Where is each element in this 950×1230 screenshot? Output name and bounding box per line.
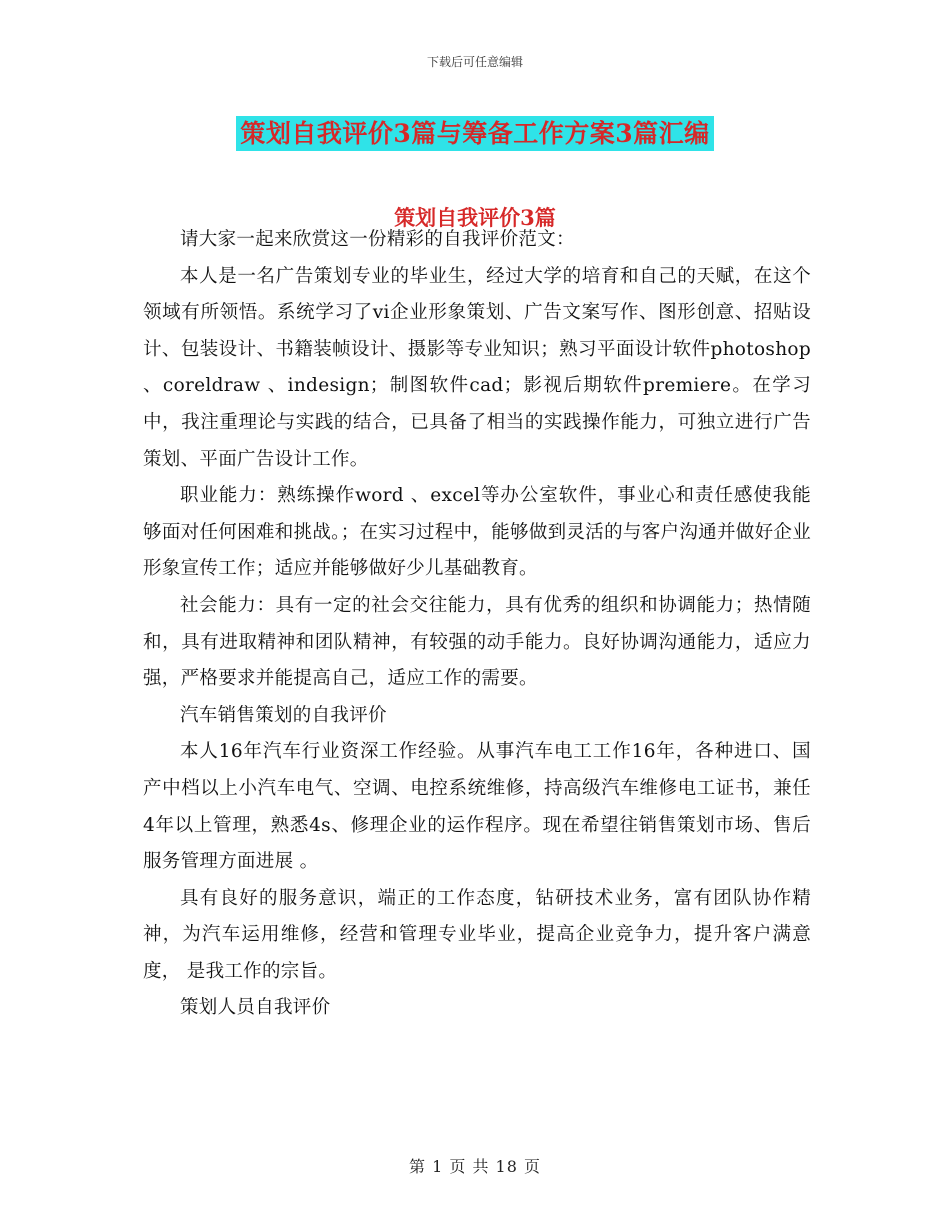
- body-paragraph: 具有良好的服务意识，端正的工作态度，钻研技术业务，富有团队协作精神，为汽车运用维修，经营和管理专业毕业，提高企业竞争力，提升客户满意度， 是我工作的宗旨。: [143, 887, 811, 982]
- page-header-note: 下载后可任意编辑: [426, 55, 523, 69]
- body-paragraph: 社会能力：具有一定的社会交往能力，具有优秀的组织和协调能力；热情随和，具有进取精神和团队精神，有较强的动手能力。良好协调沟通能力，适应力强，严格要求并能提高自己，适应工作的需要。: [143, 594, 811, 690]
- body-paragraph: 职业能力：熟练操作word 、excel等办公室软件，事业心和责任感使我能够面对任何困难和挑战。；在实习过程中，能够做到灵活的与客户沟通并做好企业形象宣传工作；适应并能够做好少儿基础教育。: [143, 485, 811, 580]
- body-paragraph: 本人16年汽车行业资深工作经验。从事汽车电工工作16年，各种进口、国产中档以上小汽车电气、空调、电控系统维修，持高级汽车维修电工证书，兼任4年以上管理，熟悉4s、修理企业的运作程序。现在希望往销售策划市场、售后服务管理方面进展 。: [143, 741, 811, 873]
- document-title: 策划自我评价3篇与筹备工作方案3篇汇编: [236, 116, 713, 151]
- body-paragraph: 本人是一名广告策划专业的毕业生，经过大学的培育和自己的天赋，在这个领域有所领悟。系统学习了vi企业形象策划、广告文案写作、图形创意、招贴设计、包装设计、书籍装帧设计、摄影等专业知识；熟习平面设计软件photoshop 、coreldraw 、indesign；制图软件cad；影视后期软件premiere。在学习中，我注重理论与实践的结合，已具备了相当的实践操作能力，可独立进行广告策划、平面广告设计工作。: [143, 265, 811, 470]
- section-title: 策划自我评价3篇: [394, 205, 556, 230]
- subheading: 汽车销售策划的自我评价: [180, 704, 387, 726]
- subheading: 策划人员自我评价: [180, 997, 331, 1019]
- document-title-block: [0, 114, 950, 150]
- body-paragraph: 请大家一起来欣赏这一份精彩的自我评价范文：: [180, 229, 575, 250]
- document-body: [143, 222, 811, 1027]
- page-number: 第 1 页 共 18 页: [409, 1157, 541, 1176]
